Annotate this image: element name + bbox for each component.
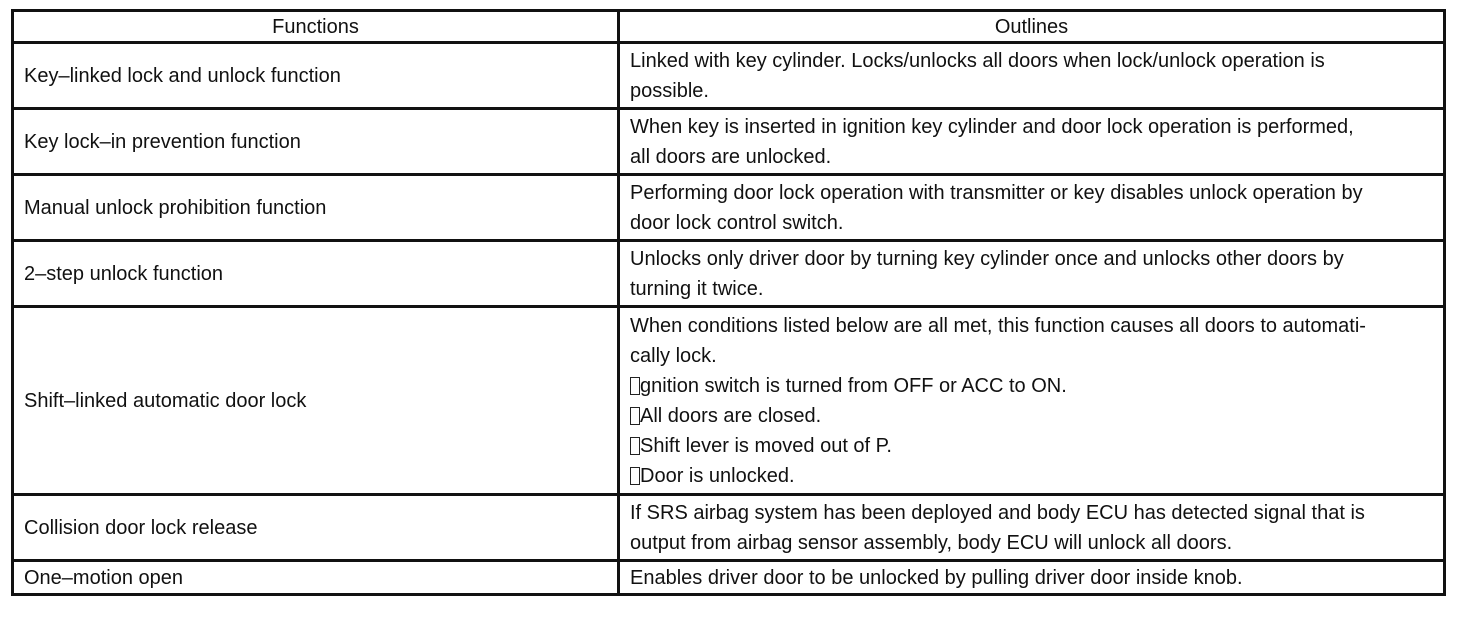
outline-cell bbox=[619, 43, 1445, 109]
header-row bbox=[13, 11, 1445, 43]
table-row bbox=[13, 495, 1445, 561]
checkbox-bullet-icon bbox=[630, 467, 640, 485]
condition-text: Door is unlocked. bbox=[640, 464, 795, 487]
table-row bbox=[13, 109, 1445, 175]
table-row bbox=[13, 175, 1445, 241]
condition-text: gnition switch is turned from OFF or ACC to ON. bbox=[640, 374, 1067, 397]
outline-line: When conditions listed below are all met, this function causes all doors to automati- bbox=[630, 314, 1366, 337]
function-cell: Key lock–in prevention function bbox=[13, 109, 619, 175]
outline-cell bbox=[619, 561, 1445, 595]
table-row bbox=[13, 241, 1445, 307]
header-functions: Functions bbox=[13, 11, 619, 43]
outline-line: door lock control switch. bbox=[630, 211, 844, 234]
outline-line: possible. bbox=[630, 79, 709, 102]
condition-item bbox=[630, 371, 1433, 401]
checkbox-bullet-icon bbox=[630, 437, 640, 455]
outline-line: Performing door lock operation with transmitter or key disables unlock operation by bbox=[630, 181, 1363, 204]
outline-cell bbox=[619, 495, 1445, 561]
header-outlines: Outlines bbox=[619, 11, 1445, 43]
outline-line: When key is inserted in ignition key cylinder and door lock operation is performed, bbox=[630, 115, 1354, 138]
table-row bbox=[13, 43, 1445, 109]
condition-text: Shift lever is moved out of P. bbox=[640, 434, 892, 457]
outline-line: Enables driver door to be unlocked by pulling driver door inside knob. bbox=[630, 566, 1243, 589]
outline-cell bbox=[619, 175, 1445, 241]
outline-line: turning it twice. bbox=[630, 277, 764, 300]
outline-cell bbox=[619, 109, 1445, 175]
checkbox-bullet-icon bbox=[630, 377, 640, 395]
outline-line: Unlocks only driver door by turning key cylinder once and unlocks other doors by bbox=[630, 247, 1344, 270]
function-cell: One–motion open bbox=[13, 561, 619, 595]
function-cell: Collision door lock release bbox=[13, 495, 619, 561]
outline-line: If SRS airbag system has been deployed and body ECU has detected signal that is bbox=[630, 501, 1365, 524]
condition-item bbox=[630, 401, 1433, 431]
table-row bbox=[13, 561, 1445, 595]
outline-line: all doors are unlocked. bbox=[630, 145, 832, 168]
function-cell: 2–step unlock function bbox=[13, 241, 619, 307]
outline-cell bbox=[619, 241, 1445, 307]
outline-line: cally lock. bbox=[630, 344, 717, 367]
functions-table bbox=[11, 9, 1446, 596]
function-cell: Shift–linked automatic door lock bbox=[13, 307, 619, 495]
checkbox-bullet-icon bbox=[630, 407, 640, 425]
function-cell: Key–linked lock and unlock function bbox=[13, 43, 619, 109]
outline-cell bbox=[619, 307, 1445, 495]
condition-text: All doors are closed. bbox=[640, 404, 822, 427]
table-row bbox=[13, 307, 1445, 495]
function-cell: Manual unlock prohibition function bbox=[13, 175, 619, 241]
condition-item bbox=[630, 431, 1433, 461]
outline-line: output from airbag sensor assembly, body ECU will unlock all doors. bbox=[630, 531, 1233, 554]
outline-line: Linked with key cylinder. Locks/unlocks all doors when lock/unlock operation is bbox=[630, 49, 1325, 72]
condition-item bbox=[630, 461, 1433, 491]
